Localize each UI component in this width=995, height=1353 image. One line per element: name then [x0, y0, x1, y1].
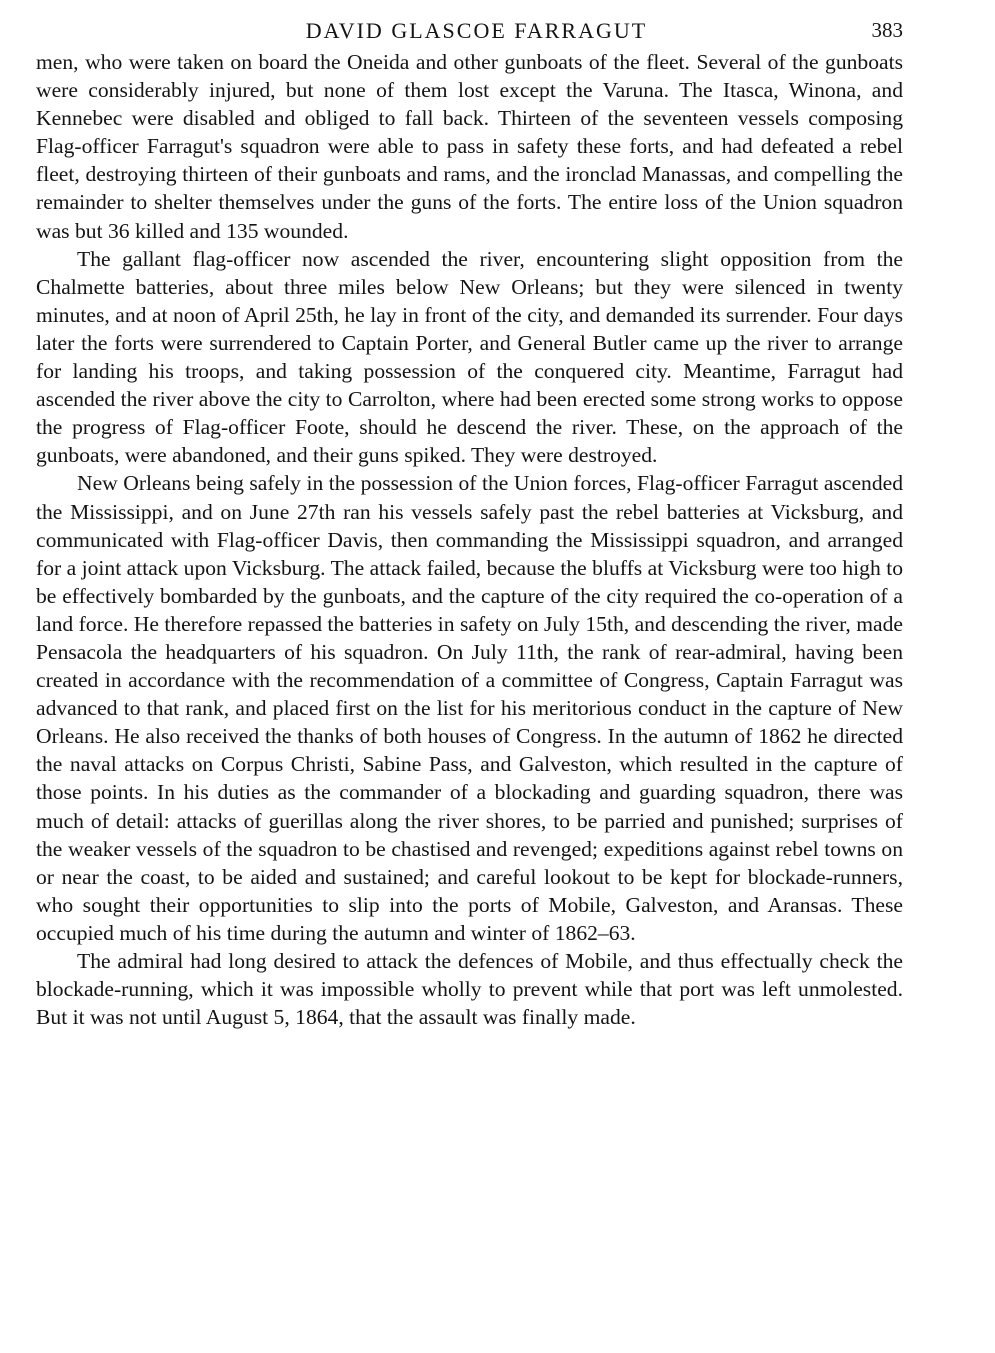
- paragraph-continued: men, who were taken on board the Oneida and other gunboats of the fleet. Several of the gunboats were considerably injured, but none of them lost except the Varuna. The Itasca, Winona, and Kennebec were disabled and obliged to fall back. Thirteen of the seventeen vessels composing Flag-officer Farragut's squadron were able to pass in safety these forts, and had defeated a rebel fleet, destroying thirteen of their gunboats and rams, and the ironclad Manassas, and compelling the remainder to shelter themselves under the guns of the forts. The entire loss of the Union squadron was but 36 killed and 135 wounded.: [36, 50, 903, 243]
- book-page: [36, 14, 903, 1031]
- paragraph-chalmette: The gallant flag-officer now ascended the river, encountering slight opposition from the Chalmette batteries, about three miles below New Orleans; but they were silenced in twenty minutes, and at noon of April 25th, he lay in front of the city, and demanded its surrender. Four days later the forts were surrendered to Captain Porter, and General Butler came up the river to arrange for landing his troops, and taking possession of the conquered city. Meantime, Farragut had ascended the river above the city to Carrolton, where had been erected some strong works to oppose the progress of Flag-officer Foote, should he descend the river. These, on the approach of the gunboats, were abandoned, and their guns spiked. They were destroyed.: [36, 246, 903, 468]
- page-number: 383: [871, 18, 903, 42]
- running-head: [36, 14, 903, 48]
- body-text: [36, 48, 903, 1031]
- running-title: DAVID GLASCOE FARRAGUT: [305, 18, 648, 43]
- paragraph-vicksburg: New Orleans being safely in the possession of the Union forces, Flag-officer Farragut ascended the Mississippi, and on June 27th ran his vessels safely past the rebel batteries at Vicksburg, and communicated with Flag-officer Davis, then commanding the Mississippi squadron, and arranged for a joint attack upon Vicksburg. The attack failed, because the bluffs at Vicksburg were too high to be effectively bombarded by the gunboats, and the capture of the city required the co-operation of a land force. He therefore repassed the batteries in safety on July 15th, and descending the river, made Pensacola the headquarters of his squadron. On July 11th, the rank of rear-admiral, having been created in accordance with the recommendation of a committee of Congress, Captain Farragut was advanced to that rank, and placed first on the list for his meritorious conduct in the capture of New Orleans. He also received the thanks of both houses of Congress. In the autumn of 1862 he directed the naval attacks on Corpus Christi, Sabine Pass, and Galveston, which resulted in the capture of those points. In his duties as the commander of a blockading and guarding squadron, there was much of detail: attacks of guerillas along the river shores, to be parried and punished; surprises of the weaker vessels of the squadron to be chastised and revenged; expeditions against rebel towns on or near the coast, to be aided and sustained; and careful lookout to be kept for blockade-runners, who sought their opportunities to slip into the ports of Mobile, Galveston, and Aransas. These occupied much of his time during the autumn and winter of 1862–63.: [36, 471, 903, 945]
- paragraph-mobile: The admiral had long desired to attack the defences of Mobile, and thus effectually check the blockade-running, which it was impossible wholly to prevent while that port was left unmolested. But it was not until August 5, 1864, that the assault was finally made.: [36, 949, 903, 1030]
